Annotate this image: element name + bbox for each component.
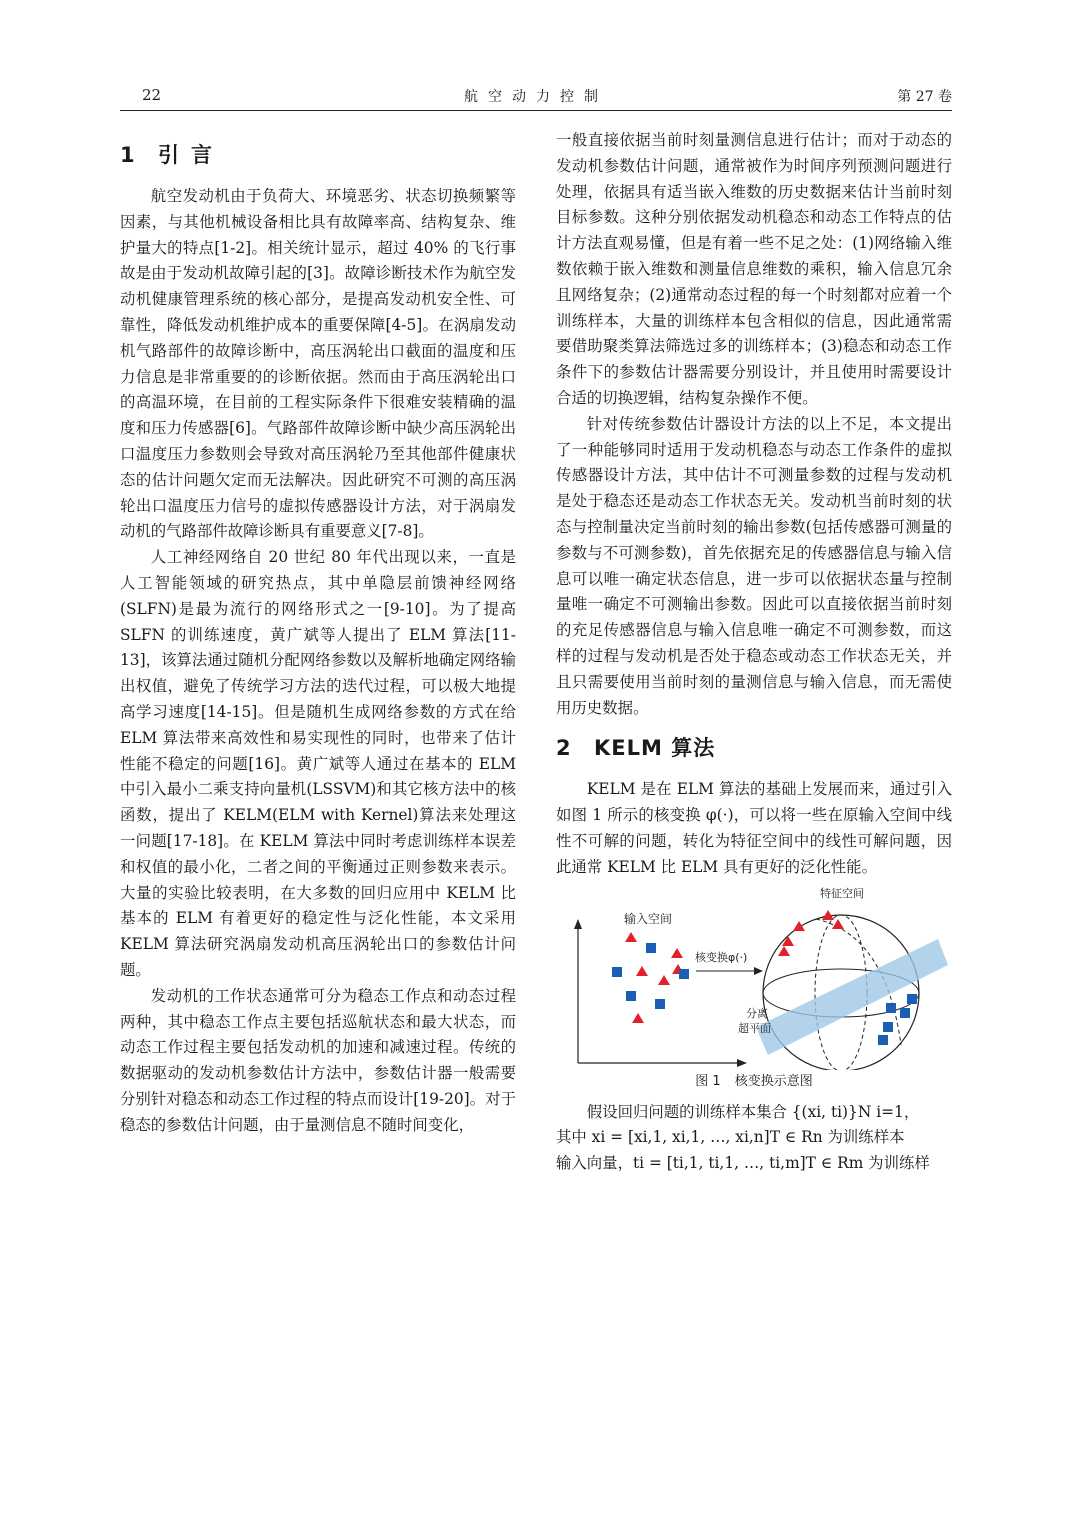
journal-title: 航空动力控制 — [464, 89, 608, 105]
paragraph: 针对传统参数估计器设计方法的以上不足，本文提出了一种能够同时适用于发动机稳态与动态工作条件的虚拟传感器设计方法，其中估计不可测量参数的过程与发动机是处于稳态还是动态工作状态无关。发动机当前时刻的状态与控制量决定当前时刻的输出参数(包括传感器可测量的参数与不可测参数)，首先依据充足的传感器信息与输入信息可以唯一确定状态信息，进一步可以依据状态量与控制量唯一确定不可测输出参数。因此可以直接依据当前时刻的充足传感器信息与输入信息唯一确定不可测参数，而这样的过程与发动机是否处于稳态或动态工作状态无关，并且只需要使用当前时刻的量测信息与输入信息，而无需使用历史数据。 — [556, 414, 952, 717]
square-point — [878, 1035, 888, 1045]
square-point — [646, 943, 656, 953]
kernel-diagram — [556, 885, 952, 1070]
hyperplane-label: 分离 — [746, 1006, 768, 1020]
paragraph: 人工神经网络自 20 世纪 80 年代出现以来，一直是人工智能领域的研究热点，其中单隐层前馈神经网络(SLFN)是最为流行的网络形式之一[9-10]。为了提高 SLFN 的训练速度，黄广斌等人提出了 ELM 算法[11-13]，该算法通过随机分配网络参数以及解析地确定网络输出权值，避免了传统学习方法的迭代过程，可以极大地提高学习速度[14-15]。但是随机生成网络参数的方式在给 ELM 算法带来高效性和易实现性的同时，也带来了估计性能不稳定的问题[16]。黄广斌等人通过在基本的 ELM 中引入最小二乘支持向量机(LSSVM)和其它核方法中的核函数，提出了 KELM(ELM with Kernel)算法来处理这一问题[17-18]。在 KELM 算法中同时考虑训练样本误差和权值的最小化，二者之间的平衡通过正则参数来表示。大量的实验比较表明，在大多数的回归应用中 KELM 比基本的 ELM 有着更好的稳定性与泛化性能，本文采用 KELM 算法研究涡扇发动机高压涡轮出口的参数估计问题。 — [120, 548, 516, 979]
transform-arrow-icon — [696, 967, 763, 975]
triangle-point — [793, 921, 805, 931]
kernel-transform-label: 核变换φ(·) — [695, 950, 748, 964]
paragraph: 一般直接依据当前时刻量测信息进行估计；而对于动态的发动机参数估计问题，通常被作为时间序列预测问题进行处理，依据具有适当嵌入维数的历史数据来估计当前时刻目标参数。这种分别依据发动机稳态和动态工作特点的估计方法直观易懂，但是有着一些不足之处：(1)网络输入维数依赖于嵌入维数和测量信息维数的乘积，输入信息冗余且网络复杂；(2)通常动态过程的每一个时刻都对应着一个训练样本，大量的训练样本包含相似的信息，因此通常需要借助聚类算法筛选过多的训练样本；(3)稳态和动态工作条件下的参数估计器需要分别设计，并且使用时需要设计合适的切换逻辑，结构复杂操作不便。 — [556, 131, 952, 407]
paragraph-line: 其中 xi = [xi,1, xi,1, …, xi,n]T ∈ Rn 为训练样本 — [556, 1128, 905, 1147]
square-point — [612, 967, 622, 977]
section-title: KELM 算法 — [594, 736, 716, 761]
figure-number: 图 1 — [695, 1073, 721, 1089]
square-point — [883, 1022, 893, 1032]
square-point — [907, 994, 917, 1004]
kernel-transform-figure — [556, 885, 952, 1070]
hyperplane-label: 超平面 — [738, 1021, 771, 1035]
triangle-point — [778, 946, 790, 956]
triangle-point — [658, 975, 670, 985]
section-number: 1 — [120, 143, 135, 167]
section-number: 2 — [556, 736, 571, 761]
input-space-axes — [574, 919, 747, 1067]
figure-caption-text: 核变换示意图 — [734, 1073, 813, 1089]
triangle-point — [832, 919, 844, 929]
square-point — [900, 1008, 910, 1018]
input-space-label: 输入空间 — [624, 911, 673, 926]
section-heading-kelm — [556, 721, 952, 777]
section-heading-introduction — [120, 128, 516, 184]
feature-space-label: 特征空间 — [820, 886, 864, 900]
paragraph: KELM 是在 ELM 算法的基础上发展而来，通过引入如图 1 所示的核变换 φ(·)，可以将一些在原输入空间中线性不可解的问题，转化为特征空间中的线性可解问题，因此通常 KELM 比 ELM 具有更好的泛化性能。 — [556, 780, 952, 876]
paragraph-line: 输入向量，ti = [ti,1, ti,1, …, ti,m]T ∈ Rm 为训练样 — [556, 1154, 930, 1173]
section-title: 引言 — [158, 143, 224, 167]
paragraph-line: 假设回归问题的训练样本集合 {(xi, ti)}N i=1， — [586, 1102, 920, 1121]
triangle-point — [632, 1013, 644, 1023]
paragraph: 发动机的工作状态通常可分为稳态工作点和动态过程两种，其中稳态工作点主要包括巡航状态和最大状态，而动态工作过程主要包括发动机的加速和减速过程。传统的数据驱动的发动机参数估计方法中，参数估计器一般需要分别针对稳态和动态工作过程的特点而设计[19-20]。对于稳态的参数估计问题，由于量测信息不随时间变化， — [120, 986, 516, 1134]
triangle-point — [671, 948, 683, 958]
triangle-point — [636, 966, 648, 976]
input-space-points — [612, 932, 689, 1023]
figure-caption — [556, 1072, 952, 1092]
feature-space-sphere — [756, 915, 948, 1070]
left-column — [120, 128, 516, 1138]
square-point — [679, 969, 689, 979]
square-point — [626, 991, 636, 1001]
square-point — [655, 999, 665, 1009]
page-number: 22 — [142, 86, 162, 104]
right-column — [556, 128, 952, 1177]
triangle-point — [782, 936, 794, 946]
paragraph: 航空发动机由于负荷大、环境恶劣、状态切换频繁等因素，与其他机械设备相比具有故障率高、结构复杂、维护量大的特点[1-2]。相关统计显示，超过 40% 的飞行事故是由于发动机故障引起的[3]。故障诊断技术作为航空发动机健康管理系统的核心部分，是提高发动机安全性、可靠性，降低发动机维护成本的重要保障[4-5]。在涡扇发动机气路部件的故障诊断中，高压涡轮出口截面的温度和压力信息是非常重要的的诊断依据。然而由于高压涡轮出口的高温环境，在目前的工程实际条件下很难安装精确的温度和压力传感器[6]。气路部件故障诊断中缺少高压涡轮出口温度压力参数则会导致对高压涡轮乃至其他部件健康状态的估计问题欠定而无法解决。因此研究不可测的高压涡轮出口温度压力信号的虚拟传感器设计方法，对于涡扇发动机的气路部件故障诊断具有重要意义[7-8]。 — [120, 187, 516, 541]
running-header — [120, 86, 952, 111]
square-point — [886, 1003, 896, 1013]
triangle-point — [625, 932, 637, 942]
volume-label: 第 27 卷 — [897, 89, 952, 105]
